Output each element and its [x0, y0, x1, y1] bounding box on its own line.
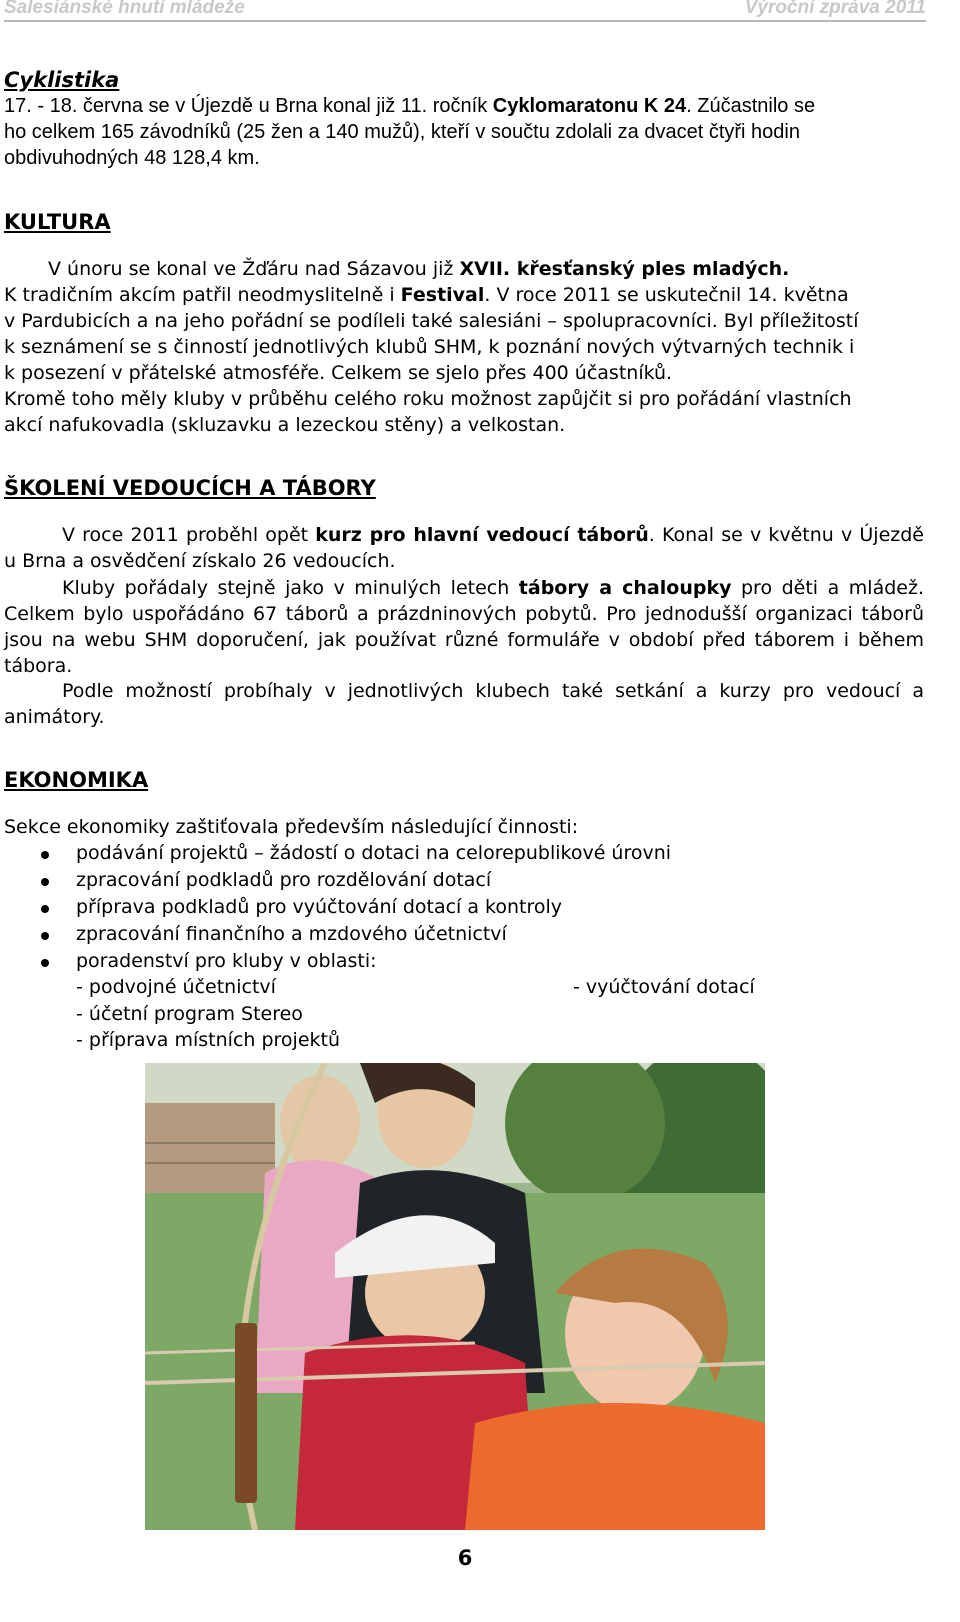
ekonomika-list [4, 840, 671, 975]
list-item: podávání projektů – žádostí o dotaci na celorepublikové úrovni [4, 840, 671, 867]
ekonomika-intro: Sekce ekonomiky zaštiťovala především následující činnosti: [4, 816, 579, 838]
sub-item: - vyúčtování dotací [573, 976, 755, 998]
page-number: 6 [457, 1546, 473, 1570]
skoleni-heading: ŠKOLENÍ VEDOUCÍCH A TÁBORY [4, 476, 376, 500]
kultura-heading: KULTURA [4, 210, 111, 234]
ekonomika-heading: EKONOMIKA [4, 768, 149, 792]
list-item: příprava podkladů pro vyúčtování dotací a kontroly [4, 894, 671, 921]
cyklistika-heading: Cyklistika [4, 68, 120, 92]
list-item: zpracování finančního a mzdového účetnictví [4, 921, 671, 948]
list-item: poradenství pro kluby v oblasti: [4, 948, 671, 975]
bullet-icon [41, 851, 49, 859]
header-report-title: Výroční zpráva 2011 [744, 0, 926, 18]
skoleni-paragraph-3: Podle možností probíhaly v jednotlivých klubech také setkání a kurzy pro vedoucí a animátory. [4, 680, 924, 728]
sub-item: - příprava místních projektů [76, 1029, 341, 1051]
sub-item: - podvojné účetnictví [76, 976, 276, 998]
archery-photo [145, 1063, 765, 1530]
kultura-paragraph: V únoru se konal ve Žďáru nad Sázavou již XVII. křesťanský ples mladých. K tradičním akcím patřil neodmyslitelně i Festival. V roce 2011 se uskutečnil 14. května v Pardubicích a na jeho pořádní se podíleli také salesiáni – spolupracovníci. Byl příležitostí k seznámení se s činností jednotlivých klubů SHM, k poznání nových výtvarných technik i k posezení v přátelské atmosféře. Celkem se sjelo přes 400 účastníků. Kromě toho měly kluby v průběhu celého roku možnost zapůjčit si pro pořádání vlastních akcí nafukovadla (skluzavku a lezeckou stěny) a velkostan. [4, 258, 859, 436]
bullet-icon [41, 932, 49, 940]
skoleni-paragraph-1: V roce 2011 proběhl opět kurz pro hlavní vedoucí táborů. Konal se v květnu v Újezdě u Brna a osvědčení získalo 26 vedoucích. [4, 524, 924, 572]
running-header [4, 0, 926, 22]
sub-item: - účetní program Stereo [76, 1003, 303, 1025]
bullet-icon [41, 959, 49, 967]
bullet-icon [41, 905, 49, 913]
header-organization: Salesiánské hnutí mládeže [4, 0, 245, 18]
archery-photo-illustration [145, 1063, 765, 1530]
skoleni-paragraph-2: Kluby pořádaly stejně jako v minulých letech tábory a chaloupky pro děti a mládež. Celkem bylo uspořádáno 67 táborů a prázdninových pobytů. Pro jednodušší organizaci táborů jsou na webu SHM doporučení, jak používat různé formuláře v období před táborem i během tábora. [4, 577, 924, 677]
bullet-icon [41, 878, 49, 886]
list-item: zpracování podkladů pro rozdělování dotací [4, 867, 671, 894]
cyklistika-paragraph: 17. - 18. června se v Újezdě u Brna konal již 11. ročník Cyklomaratonu K 24. Zúčastnilo se ho celkem 165 závodníků (25 žen a 140 mužů), kteří v součtu zdolali za dvacet čtyři hodin obdivuhodných 48 128,4 km. [4, 95, 816, 169]
